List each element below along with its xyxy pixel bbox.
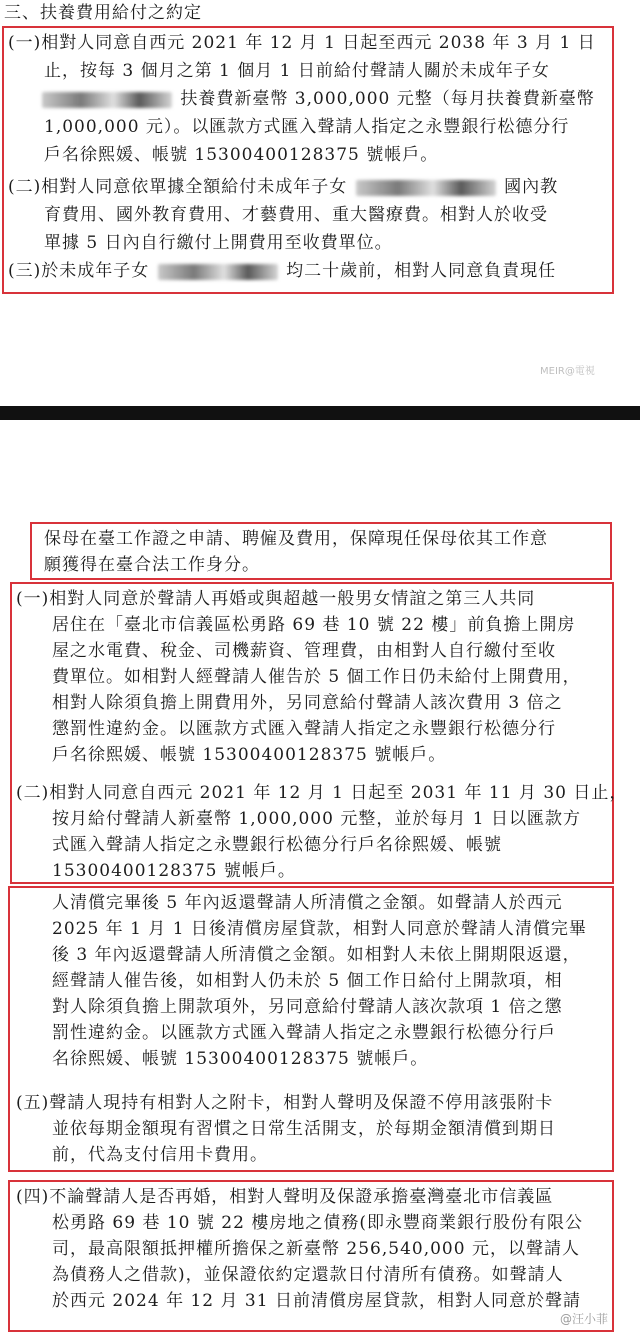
clause-line-redacted (8, 260, 556, 282)
clause-line: 罰性違約金。以匯款方式匯入聲請人指定之永豐銀行松德分行戶 (52, 1023, 556, 1043)
clause-line: 懲罰性違約金。以匯款方式匯入聲請人指定之永豐銀行松德分行 (52, 719, 556, 739)
clause-line: 屋之水電費、稅金、司機薪資、管理費，由相對人自行繳付至收 (52, 641, 556, 661)
black-divider (0, 406, 640, 420)
clause-line-redacted (8, 176, 558, 198)
clause-line: 於西元 2024 年 12 月 31 日前清償房屋貸款，相對人同意於聲請 (52, 1291, 581, 1311)
clause-line: 願獲得在臺合法工作身分。 (44, 555, 260, 575)
clause-line: 15300400128375 號帳戶。 (52, 861, 296, 881)
clause-line: 2025 年 1 月 1 日後清償房屋貸款，相對人同意於聲請人清償完畢 (52, 919, 587, 939)
clause-line: (一)相對人同意於聲請人再婚或與超越一般男女情誼之第三人共同 (16, 589, 536, 609)
clause-line: 費單位。如相對人經聲請人催告於 5 個工作日仍未給付上開費用， (52, 667, 581, 687)
clause-text: (三)於未成年子女 (8, 261, 150, 281)
clause-line: (五)聲請人現持有相對人之附卡，相對人聲明及保證不停用該張附卡 (16, 1093, 554, 1113)
clause-text: 國內教 (504, 177, 559, 197)
clause-line-redacted (40, 88, 595, 110)
clause-line: 戶名徐熙媛、帳號 15300400128375 號帳戶。 (52, 745, 447, 765)
clause-line: 相對人除須負擔上開費用外，另同意給付聲請人該次費用 3 倍之 (52, 693, 563, 713)
clause-line: (一)相對人同意自西元 2021 年 12 月 1 日起至西元 2038 年 3 月 1 日 (8, 33, 596, 53)
clause-line: 對人除須負擔上開款項外，另同意給付聲請人該次款項 1 倍之懲 (52, 997, 563, 1017)
clause-line: 育費用、國外教育費用、才藝費用、重大醫療費。相對人於收受 (44, 205, 548, 225)
clause-line: 司，最高限額抵押權所擔保之新臺幣 256,540,000 元，以聲請人 (52, 1239, 580, 1259)
clause-line: 人清償完畢後 5 年內返還聲請人所清償之金額。如聲請人於西元 (52, 893, 563, 913)
clause-line: 並依每期金額現有習慣之日常生活開支，於每期金額清償到期日 (52, 1119, 556, 1139)
clause-line: 按月給付聲請人新臺幣 1,000,000 元整，並於每月 1 日以匯款方 (52, 809, 581, 829)
section-heading: 三、扶養費用給付之約定 (4, 3, 202, 23)
clause-line: 保母在臺工作證之申請、聘僱及費用，保障現任保母依其工作意 (44, 529, 548, 549)
redaction-blur (158, 264, 278, 280)
clause-line: (二)相對人同意自西元 2021 年 12 月 1 日起至 2031 年 11 月 30 日止， (16, 783, 628, 803)
clause-line: 居住在「臺北市信義區松勇路 69 巷 10 號 22 樓」前負擔上開房 (52, 615, 576, 635)
redaction-blur (356, 180, 496, 196)
clause-line: 經聲請人催告後，如相對人仍未於 5 個工作日給付上開款項，相 (52, 971, 563, 991)
watermark-top: MEIR@電視 (540, 366, 595, 377)
clause-line: 戶名徐熙媛、帳號 15300400128375 號帳戶。 (44, 145, 439, 165)
clause-line: 後 3 年內返還聲請人所清償之金額。如相對人未依上開期限返還， (52, 945, 581, 965)
clause-text: (二)相對人同意依單據全額給付未成年子女 (8, 177, 348, 197)
clause-line: 式匯入聲請人指定之永豐銀行松德分行戶名徐熙媛、帳號 (52, 835, 502, 855)
clause-line: (四)不論聲請人是否再婚，相對人聲明及保證承擔臺灣臺北市信義區 (16, 1187, 554, 1207)
redaction-blur (42, 92, 172, 108)
watermark-bottom: @汪小菲 (560, 1312, 609, 1326)
clause-line: 前，代為支付信用卡費用。 (52, 1145, 268, 1165)
clause-line: 單據 5 日內自行繳付上開費用至收費單位。 (44, 233, 393, 253)
clause-line: 名徐熙媛、帳號 15300400128375 號帳戶。 (52, 1049, 429, 1069)
clause-line: 1,000,000 元）。以匯款方式匯入聲請人指定之永豐銀行松德分行 (44, 117, 570, 137)
clause-line: 為債務人之借款)，並保證依約定還款日付清所有債務。如聲請人 (52, 1265, 564, 1285)
clause-line: 止，按每 3 個月之第 1 個月 1 日前給付聲請人關於未成年子女 (44, 61, 550, 81)
clause-text: 均二十歲前，相對人同意負責現任 (286, 261, 557, 281)
clause-text: 扶養費新臺幣 3,000,000 元整（每月扶養費新臺幣 (180, 89, 595, 109)
clause-line: 松勇路 69 巷 10 號 22 樓房地之債務(即永豐商業銀行股份有限公 (52, 1213, 583, 1233)
